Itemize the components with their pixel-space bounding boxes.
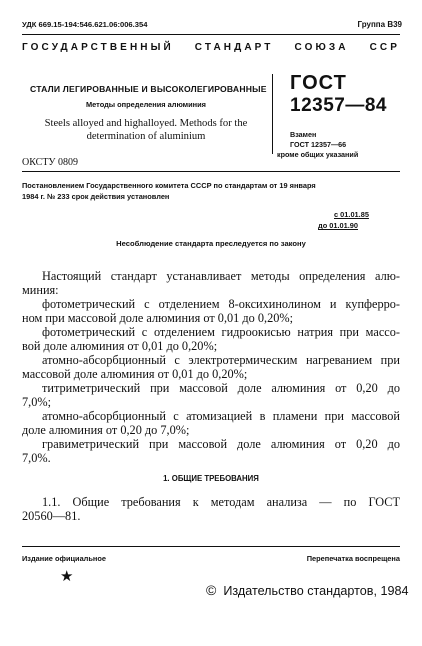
section-heading: 1. ОБЩИЕ ТРЕБОВАНИЯ bbox=[163, 474, 259, 483]
title-ru: СТАЛИ ЛЕГИРОВАННЫЕ И ВЫСОКОЛЕГИРОВАННЫЕ bbox=[30, 84, 267, 94]
reprint-prohibited: Перепечатка воспрещена bbox=[306, 554, 400, 563]
text-line: фотометрический с отделением 8-оксихинолином и купферро- bbox=[42, 297, 400, 311]
text-line: атомно-абсорбционный с электротермическим нагреванием при bbox=[42, 353, 400, 367]
footer-rule bbox=[22, 546, 400, 547]
method-titrimetric bbox=[22, 381, 400, 410]
official-edition: Издание официальное bbox=[22, 554, 107, 563]
copyright bbox=[206, 582, 409, 598]
method-photometric-oxine bbox=[22, 297, 400, 326]
text-line: вой доле алюминия от 0,01 до 0,20%; bbox=[22, 339, 218, 354]
group-code: Группа В39 bbox=[357, 20, 402, 29]
text-line: ном при массовой доле алюминия от 0,01 до 0,20%; bbox=[22, 311, 294, 326]
okstu-code: ОКСТУ 0809 bbox=[22, 157, 79, 168]
replaces-gost: ГОСТ 12357—66 bbox=[290, 140, 347, 149]
text-line: Настоящий стандарт устанавливает методы определения алю- bbox=[42, 269, 400, 283]
method-aas-electrothermal bbox=[22, 353, 400, 382]
gost-label: ГОСТ bbox=[290, 72, 347, 94]
text-line: фотометрический с отделением гидроокисью натрия при массо- bbox=[42, 325, 400, 339]
method-gravimetric bbox=[22, 437, 400, 466]
intro-paragraph bbox=[22, 269, 400, 298]
replaces-label: Взамен bbox=[290, 130, 317, 139]
header-rule bbox=[22, 34, 400, 35]
text-line: атомно-абсорбционный с атомизацией в пламени при массовой bbox=[42, 409, 400, 423]
text-line: гравиметрический при массовой доле алюминия от 0,20 до bbox=[42, 437, 400, 451]
text-line: миния: bbox=[22, 283, 59, 298]
text-line: 7,0%; bbox=[22, 395, 52, 410]
section-1-1-paragraph bbox=[22, 495, 400, 524]
text-line: 7,0%. bbox=[22, 451, 51, 466]
text-line: доле алюминия от 0,20 до 7,0%; bbox=[22, 423, 190, 438]
copyright-icon: © bbox=[206, 582, 217, 598]
copyright-text: Издательство стандартов, 1984 bbox=[223, 584, 409, 598]
effective-from: с 01.01.85 bbox=[334, 210, 369, 219]
decree-line-2: 1984 г. № 233 срок действия установлен bbox=[22, 192, 170, 201]
text-line: 20560—81. bbox=[22, 509, 81, 524]
okstu-rule bbox=[22, 171, 400, 172]
title-en-line-2: determination of aluminium bbox=[86, 131, 206, 142]
title-divider bbox=[272, 74, 273, 154]
udk-code: УДК 669.15-194:546.621.06:006.354 bbox=[22, 20, 148, 29]
effective-to: до 01.01.90 bbox=[318, 221, 359, 230]
title-en-line-1: Steels alloyed and highalloyed. Methods for the bbox=[44, 118, 248, 129]
star-icon: ★ bbox=[60, 569, 74, 585]
text-line: 1.1. Общие требования к методам анализа — по ГОСТ bbox=[42, 495, 400, 509]
method-aas-flame bbox=[22, 409, 400, 438]
legal-warning: Несоблюдение стандарта преследуется по закону bbox=[116, 239, 306, 248]
method-photometric-naoh bbox=[22, 325, 400, 354]
text-line: массовой доле алюминия от 0,01 до 0,20%; bbox=[22, 367, 248, 382]
replaces-note: кроме общих указаний bbox=[277, 150, 359, 159]
state-standard-banner: ГОСУДАРСТВЕННЫЙ СТАНДАРТ СОЮЗА ССР bbox=[22, 42, 400, 53]
gost-number: 12357—84 bbox=[290, 95, 387, 116]
text-line: титриметрический при массовой доле алюминия от 0,20 до bbox=[42, 381, 400, 395]
title-ru-subtitle: Методы определения алюминия bbox=[86, 100, 206, 109]
decree-line-1: Постановлением Государственного комитета СССР по стандартам от 19 января bbox=[22, 181, 316, 190]
